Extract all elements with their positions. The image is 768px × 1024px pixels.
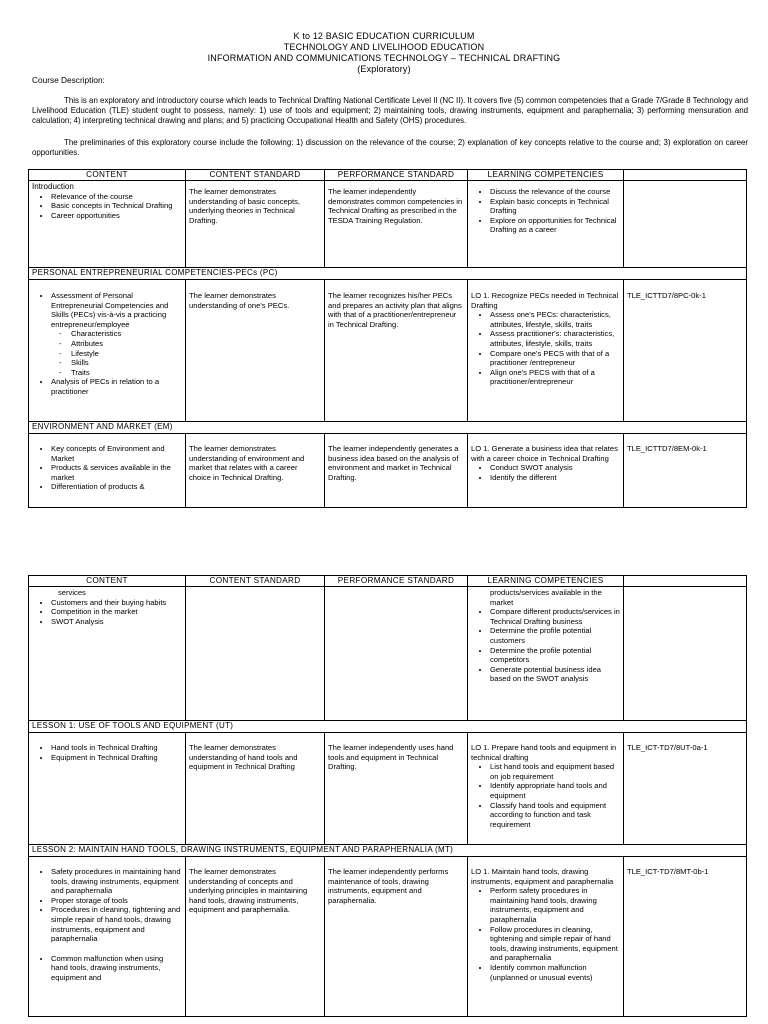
section-row-use-of-tools	[29, 721, 747, 733]
list-item: • SWOT Analysis	[51, 617, 182, 627]
sub-list-item: - Attributes	[71, 339, 182, 349]
content-list	[32, 291, 182, 397]
learning-outcome: LO 1. Prepare hand tools and equipment in technical drafting	[471, 743, 617, 762]
content-standard-cell	[186, 280, 325, 422]
list-item: • Assess practitioner's: characteristics, attributes, lifestyle, skills, traits	[490, 329, 620, 348]
content-list	[32, 192, 182, 221]
content-standard-cell	[186, 181, 325, 268]
table-row-environment-market-continued	[29, 587, 747, 721]
content-cell	[29, 733, 186, 845]
column-header-learning-competencies: LEARNING COMPETENCIES	[468, 170, 624, 181]
list-item: • Classify hand tools and equipment according to function and task requirement	[490, 801, 620, 830]
competency-code: TLE_ICTTD7/8PC-0k-1	[627, 291, 706, 300]
column-header-content-standard: CONTENT STANDARD	[186, 576, 325, 587]
competencies-list	[471, 463, 620, 482]
learning-competencies-cell	[468, 857, 624, 1017]
list-item: • List hand tools and equipment based on job requirement	[490, 762, 620, 781]
list-item: • Identify appropriate hand tools and equipment	[490, 781, 620, 800]
code-cell	[624, 587, 747, 721]
content-list	[32, 598, 182, 627]
list-item: • Equipment in Technical Drafting	[51, 753, 182, 763]
list-item: • Compare one's PECS with that of a practitioner /entrepreneur	[490, 349, 620, 368]
table-row-use-of-tools	[29, 733, 747, 845]
table-row-environment-market	[29, 434, 747, 508]
competency-continued-text: products/services available in the market	[490, 588, 602, 607]
list-item: • Explore on opportunities for Technical Drafting as a career	[490, 216, 620, 235]
code-cell	[624, 857, 747, 1017]
course-description-paragraph-1: This is an exploratory and introductory course which leads to Technical Drafting National Certificate Level II (NC II). It covers five (5) common competencies that a Grade 7/Grade 8 Technology and Livelihood Education (TLE) student ought to possess, namely: 1) use of tools and equipment; 2) maintaining tools, drawing instruments, equipment and paraphernalia; 3) performing mensuration and calculation; 4) interpreting technical drawing and plans; and 5) practicing Occupational Health and Safety (OHS) procedures.	[32, 96, 748, 125]
competencies-list	[471, 886, 620, 982]
learning-outcome: LO 1. Maintain hand tools, drawing instruments, equipment and paraphernalia	[471, 867, 614, 886]
learning-competencies-cell	[468, 181, 624, 268]
content-standard-text: The learner demonstrates understanding of hand tools and equipment in Technical Drafting	[189, 743, 298, 772]
sub-list-item: - Skills	[71, 358, 182, 368]
learning-competencies-cell	[468, 733, 624, 845]
list-item: • Basic concepts in Technical Drafting	[51, 201, 182, 211]
column-header-code	[624, 170, 747, 181]
doc-title-line-3: INFORMATION AND COMMUNICATIONS TECHNOLOGY – TECHNICAL DRAFTING	[207, 53, 561, 63]
list-item: • Compare different products/services in Technical Drafting business	[490, 607, 620, 626]
competencies-list	[471, 607, 620, 684]
content-standard-cell	[186, 857, 325, 1017]
column-header-content: CONTENT	[29, 576, 186, 587]
learning-competencies-cell	[468, 587, 624, 721]
content-list	[32, 867, 182, 983]
code-cell	[624, 733, 747, 845]
column-header-performance-standard: PERFORMANCE STANDARD	[325, 576, 468, 587]
list-item: • Conduct SWOT analysis	[490, 463, 620, 473]
list-item: • Explain basic concepts in Technical Drafting	[490, 197, 620, 216]
content-standard-text: The learner demonstrates understanding of one's PECs.	[189, 291, 290, 310]
course-description-paragraph-2: The preliminaries of this exploratory course include the following: 1) discussion on the relevance of the course; 2) explanation of key concepts relative to the course and; 3) exploration on career opportunities.	[32, 138, 748, 157]
sub-list-item: - Characteristics	[71, 329, 182, 339]
content-standard-cell	[186, 733, 325, 845]
table-header-row	[29, 170, 747, 181]
learning-outcome: LO 1. Generate a business idea that relates with a career choice in Technical Drafting	[471, 444, 618, 463]
section-title: LESSON 2: MAINTAIN HAND TOOLS, DRAWING INSTRUMENTS, EQUIPMENT AND PARAPHERNALIA (MT)	[29, 845, 747, 857]
competency-code: TLE_ICT-TD7/8MT-0b-1	[627, 867, 709, 876]
curriculum-table-2	[28, 575, 747, 1017]
column-header-learning-competencies: LEARNING COMPETENCIES	[468, 576, 624, 587]
list-item: • Relevance of the course	[51, 192, 182, 202]
list-item: • Perform safety procedures in maintaining hand tools, drawing instruments, equipment and paraphernalia	[490, 886, 620, 924]
list-item: • Competition in the market	[51, 607, 182, 617]
section-row-pecs	[29, 268, 747, 280]
list-item: • Differentiation of products &	[51, 482, 182, 492]
doc-title-line-1: K to 12 BASIC EDUCATION CURRICULUM	[293, 31, 475, 41]
performance-standard-cell	[325, 280, 468, 422]
list-item: • Generate potential business idea based on the SWOT analysis	[490, 665, 620, 684]
performance-standard-cell	[325, 733, 468, 845]
list-item: • Determine the profile potential customers	[490, 626, 620, 645]
content-cell	[29, 280, 186, 422]
table-header-row	[29, 576, 747, 587]
performance-standard-text: The learner independently demonstrates common competencies in Technical Drafting as prescribed in the TESDA Training Regulation.	[328, 187, 463, 225]
competencies-list	[471, 762, 620, 829]
learning-competencies-cell	[468, 280, 624, 422]
list-item: • Procedures in cleaning, tightening and simple repair of hand tools, drawing instruments, equipment and paraphernalia	[51, 905, 182, 943]
list-item: • Career opportunities	[51, 211, 182, 221]
list-item-text: Assessment of Personal Entrepreneurial Competencies and Skills (PECs) vis-à-vis a practicing entrepreneur/employee	[51, 291, 169, 329]
content-cell	[29, 181, 186, 268]
section-title: LESSON 1: USE OF TOOLS AND EQUIPMENT (UT)	[29, 721, 747, 733]
table-row-pecs	[29, 280, 747, 422]
list-item: • Align one's PECS with that of a practitioner/entrepreneur	[490, 368, 620, 387]
list-item: • Safety procedures in maintaining hand tools, drawing instruments, equipment and paraphernalia	[51, 867, 182, 896]
performance-standard-cell	[325, 181, 468, 268]
performance-standard-cell	[325, 434, 468, 508]
competency-code: TLE_ICT-TD7/8UT-0a-1	[627, 743, 708, 752]
column-header-content-standard: CONTENT STANDARD	[186, 170, 325, 181]
content-standard-text: The learner demonstrates understanding of environment and market that relates with a career choice in Technical Drafting.	[189, 444, 305, 482]
content-cell	[29, 857, 186, 1017]
list-item: • Common malfunction when using hand tools, drawing instruments, equipment and	[51, 954, 182, 983]
content-continued-text: services	[58, 588, 86, 597]
list-item: • Identify the different	[490, 473, 620, 483]
doc-title-line-4: (Exploratory)	[357, 64, 411, 74]
course-description-label: Course Description:	[32, 75, 105, 85]
sub-list	[51, 329, 182, 377]
list-item: • Follow procedures in cleaning, tightening and simple repair of hand tools, drawing instruments, equipment and paraphernalia	[490, 925, 620, 963]
content-list	[32, 444, 182, 492]
performance-standard-text: The learner recognizes his/her PECs and prepares an activity plan that aligns with that of a practitioner/entrepreneur in Technical Drafting.	[328, 291, 462, 329]
doc-title-line-2: TECHNOLOGY AND LIVELIHOOD EDUCATION	[283, 42, 485, 52]
table-row-maintain-tools	[29, 857, 747, 1017]
content-list	[32, 743, 182, 762]
list-item: • Discuss the relevance of the course	[490, 187, 620, 197]
section-title: ENVIRONMENT AND MARKET (EM)	[29, 422, 747, 434]
section-row-maintain-tools	[29, 845, 747, 857]
column-header-performance-standard: PERFORMANCE STANDARD	[325, 170, 468, 181]
list-item: • Assess one's PECs: characteristics, attributes, lifestyle, skills, traits	[490, 310, 620, 329]
content-standard-text: The learner demonstrates understanding of basic concepts, underlying theories in Technical Drafting.	[189, 187, 301, 225]
sub-list-item: - Lifestyle	[71, 349, 182, 359]
content-cell	[29, 434, 186, 508]
content-cell	[29, 587, 186, 721]
section-row-environment-market	[29, 422, 747, 434]
performance-standard-cell	[325, 857, 468, 1017]
code-cell	[624, 434, 747, 508]
column-header-content: CONTENT	[29, 170, 186, 181]
learning-outcome: LO 1. Recognize PECs needed in Technical Drafting	[471, 291, 619, 310]
performance-standard-text: The learner independently uses hand tools and equipment in Technical Drafting.	[328, 743, 454, 772]
code-cell	[624, 280, 747, 422]
competencies-list	[471, 187, 620, 235]
list-item: • Identify common malfunction (unplanned or unusual events)	[490, 963, 620, 982]
list-item: • Proper storage of tools	[51, 896, 182, 906]
list-item: • Customers and their buying habits	[51, 598, 182, 608]
competency-code: TLE_ICTTD7/8EM-0k-1	[627, 444, 707, 453]
performance-standard-text: The learner independently generates a business idea based on the analysis of environment and market in Technical Drafting.	[328, 444, 459, 482]
competencies-list	[471, 310, 620, 387]
content-standard-text: The learner demonstrates understanding of concepts and underlying principles in maintaining hand tools, drawing instruments, equipment and paraphernalia.	[189, 867, 308, 915]
sub-list-item: - Traits	[71, 368, 182, 378]
performance-standard-text: The learner independently performs maintenance of tools, drawing instruments, equipment and paraphernalia.	[328, 867, 449, 905]
list-item: • Analysis of PECs in relation to a practitioner	[51, 377, 182, 396]
list-item: • Products & services available in the market	[51, 463, 182, 482]
performance-standard-cell	[325, 587, 468, 721]
list-item: • Determine the profile potential competitors	[490, 646, 620, 665]
code-cell	[624, 181, 747, 268]
table-row-introduction	[29, 181, 747, 268]
section-title: PERSONAL ENTREPRENEURIAL COMPETENCIES-PECs (PC)	[29, 268, 747, 280]
column-header-code	[624, 576, 747, 587]
curriculum-table-1	[28, 169, 747, 508]
introduction-label: Introduction	[32, 182, 74, 191]
content-standard-cell	[186, 587, 325, 721]
content-standard-cell	[186, 434, 325, 508]
list-item	[51, 291, 182, 377]
list-item: • Hand tools in Technical Drafting	[51, 743, 182, 753]
learning-competencies-cell	[468, 434, 624, 508]
list-item: • Key concepts of Environment and Market	[51, 444, 182, 463]
